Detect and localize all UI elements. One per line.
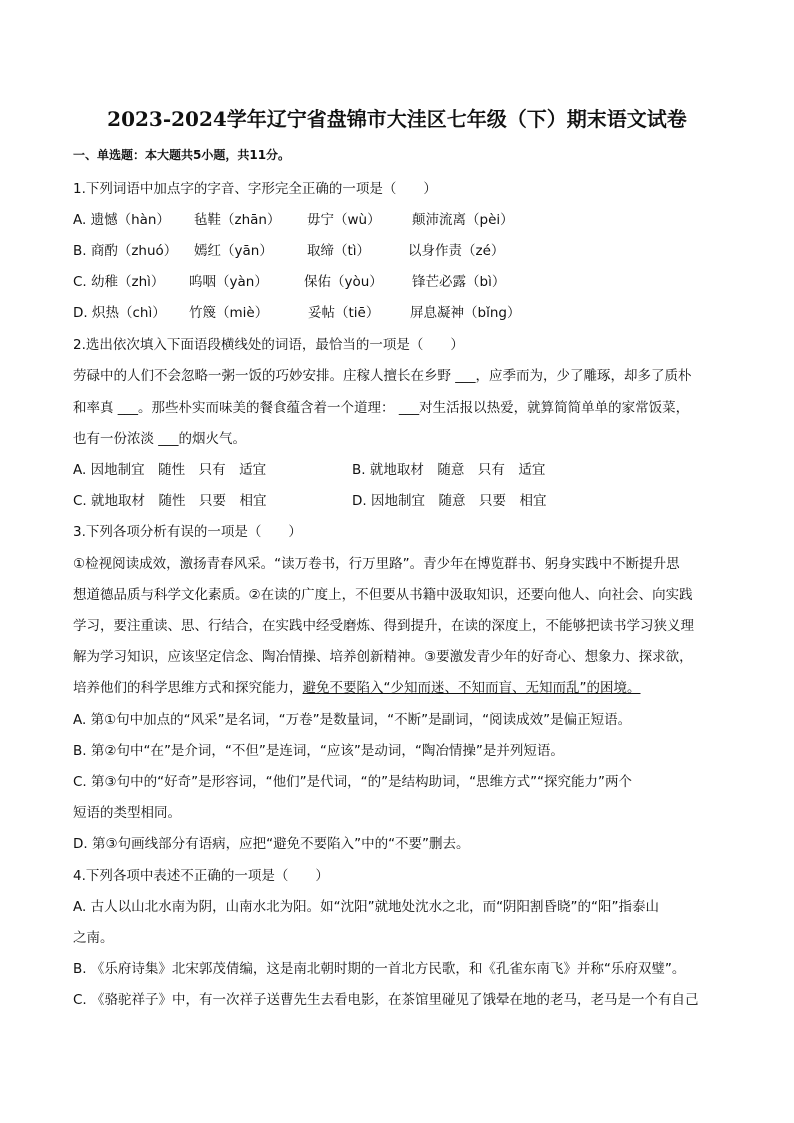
q1-option-b-1: B. 商酌（zhuó） [73, 243, 178, 259]
question-1-stem: 1.下列词语中加点字的字音、字形完全正确的一项是（ ） [73, 181, 437, 197]
q2-passage-line: 劳碌中的人们不会忽略一粥一饭的巧妙安排。庄稼人擅长在乡野 ___，应季而为，少了雕琢，却多了质朴 [73, 368, 692, 384]
q3-option-b: B. 第②句中“在”是介词，“不但”是连词，“应该”是动词，“陶冶情操”是并列短语。 [73, 743, 564, 759]
q2-option-c: C. 就地取材 随性 只要 相宜 [73, 493, 267, 509]
q1-option-a-4: 颠沛流离（pèi） [412, 212, 514, 228]
q4-option-a-cont: 之南。 [73, 930, 114, 946]
q1-option-b-4: 以身作责（zé） [408, 243, 505, 259]
q1-option-c-2: 呜咽（yàn） [189, 274, 268, 290]
section-heading: 一、单选题：本大题共5小题，共11分。 [73, 148, 291, 162]
q3-passage-line [73, 676, 641, 696]
q1-option-d-3: 妥帖（tiē） [308, 305, 380, 321]
q4-option-b: B. 《乐府诗集》北宋郭茂倩编，这是南北朝时期的一首北方民歌，和《孔雀东南飞》并称“乐府双璧”。 [73, 961, 686, 977]
q3-passage-line: ①检视阅读成效，激扬青春风采。“读万卷书，行万里路”。青少年在博览群书、躬身实践中不断提升思 [73, 556, 680, 572]
q3-passage-line: 解为学习知识，应该坚定信念、陶冶情操、培养创新精神。③要激发青少年的好奇心、想象力、探求欲， [73, 649, 693, 665]
q2-option-b: B. 就地取材 随意 只有 适宜 [352, 462, 546, 478]
q1-option-b-2: 嫣红（yān） [194, 243, 273, 259]
q2-option-d: D. 因地制宜 随意 只要 相宜 [352, 493, 547, 509]
page-title: 2023-2024学年辽宁省盘锦市大洼区七年级（下）期末语文试卷 [107, 107, 687, 131]
q1-option-c-4: 锋芒必露（bì） [412, 274, 506, 290]
q3-option-a: A. 第①句中加点的“风采”是名词，“万卷”是数量词，“不断”是副词，“阅读成效”是偏正短语。 [73, 712, 632, 728]
q1-option-a-1: A. 遗憾（hàn） [73, 212, 170, 228]
q1-option-b-3: 取缔（tì） [307, 243, 371, 259]
q4-option-c: C. 《骆驼祥子》中，有一次祥子送曹先生去看电影，在茶馆里碰见了饿晕在地的老马，老马是一个有自己 [73, 992, 699, 1008]
q2-passage-line: 和率真 ___。那些朴实而味美的餐食蕴含着一个道理： ___对生活报以热爱，就算简简单单的家常饭菜， [73, 400, 690, 416]
q1-option-d-4: 屏息凝神（bǐng） [410, 305, 521, 321]
q3-passage-line: 想道德品质与科学文化素质。②在读的广度上，不但要从书籍中汲取知识，还要向他人、向社会、向实践 [73, 587, 693, 603]
q1-option-d-2: 竹篾（miè） [189, 305, 269, 321]
question-3-stem: 3.下列各项分析有误的一项是（ ） [73, 524, 302, 540]
q2-option-a: A. 因地制宜 随性 只有 适宜 [73, 462, 267, 478]
q1-option-c-3: 保佑（yòu） [304, 274, 383, 290]
q3-passage-text: 培养他们的科学思维方式和探究能力， [73, 680, 303, 696]
question-4-stem: 4.下列各项中表述不正确的一项是（ ） [73, 868, 329, 884]
q1-option-c-1: C. 幼稚（zhì） [73, 274, 165, 290]
q1-option-a-2: 毡鞋（zhān） [194, 212, 281, 228]
q1-option-d-1: D. 炽热（chì） [73, 305, 166, 321]
q3-underlined-sentence: 避免不要陷入“少知而迷、不知而盲、无知而乱”的困境。 [302, 680, 641, 696]
q3-option-c: C. 第③句中的“好奇”是形容词，“他们”是代词，“的”是结构助词，“思维方式”“探究能力”两个 [73, 774, 633, 790]
q2-passage-line: 也有一份浓淡 ___的烟火气。 [73, 431, 247, 447]
q1-option-a-3: 毋宁（wù） [307, 212, 381, 228]
question-2-stem: 2.选出依次填入下面语段横线处的词语，最恰当的一项是（ ） [73, 337, 464, 353]
q3-option-d: D. 第③句画线部分有语病，应把“避免不要陷入”中的“不要”删去。 [73, 836, 470, 852]
q4-option-a: A. 古人以山北水南为阴，山南水北为阳。如“沈阳”就地处沈水之北，而“阴阳割昏晓”的“阳”指泰山 [73, 899, 660, 915]
q3-passage-line: 学习，要注重读、思、行结合，在实践中经受磨炼、得到提升，在读的深度上，不能够把读书学习狭义理 [73, 618, 694, 634]
q3-option-c-cont: 短语的类型相同。 [73, 805, 181, 821]
